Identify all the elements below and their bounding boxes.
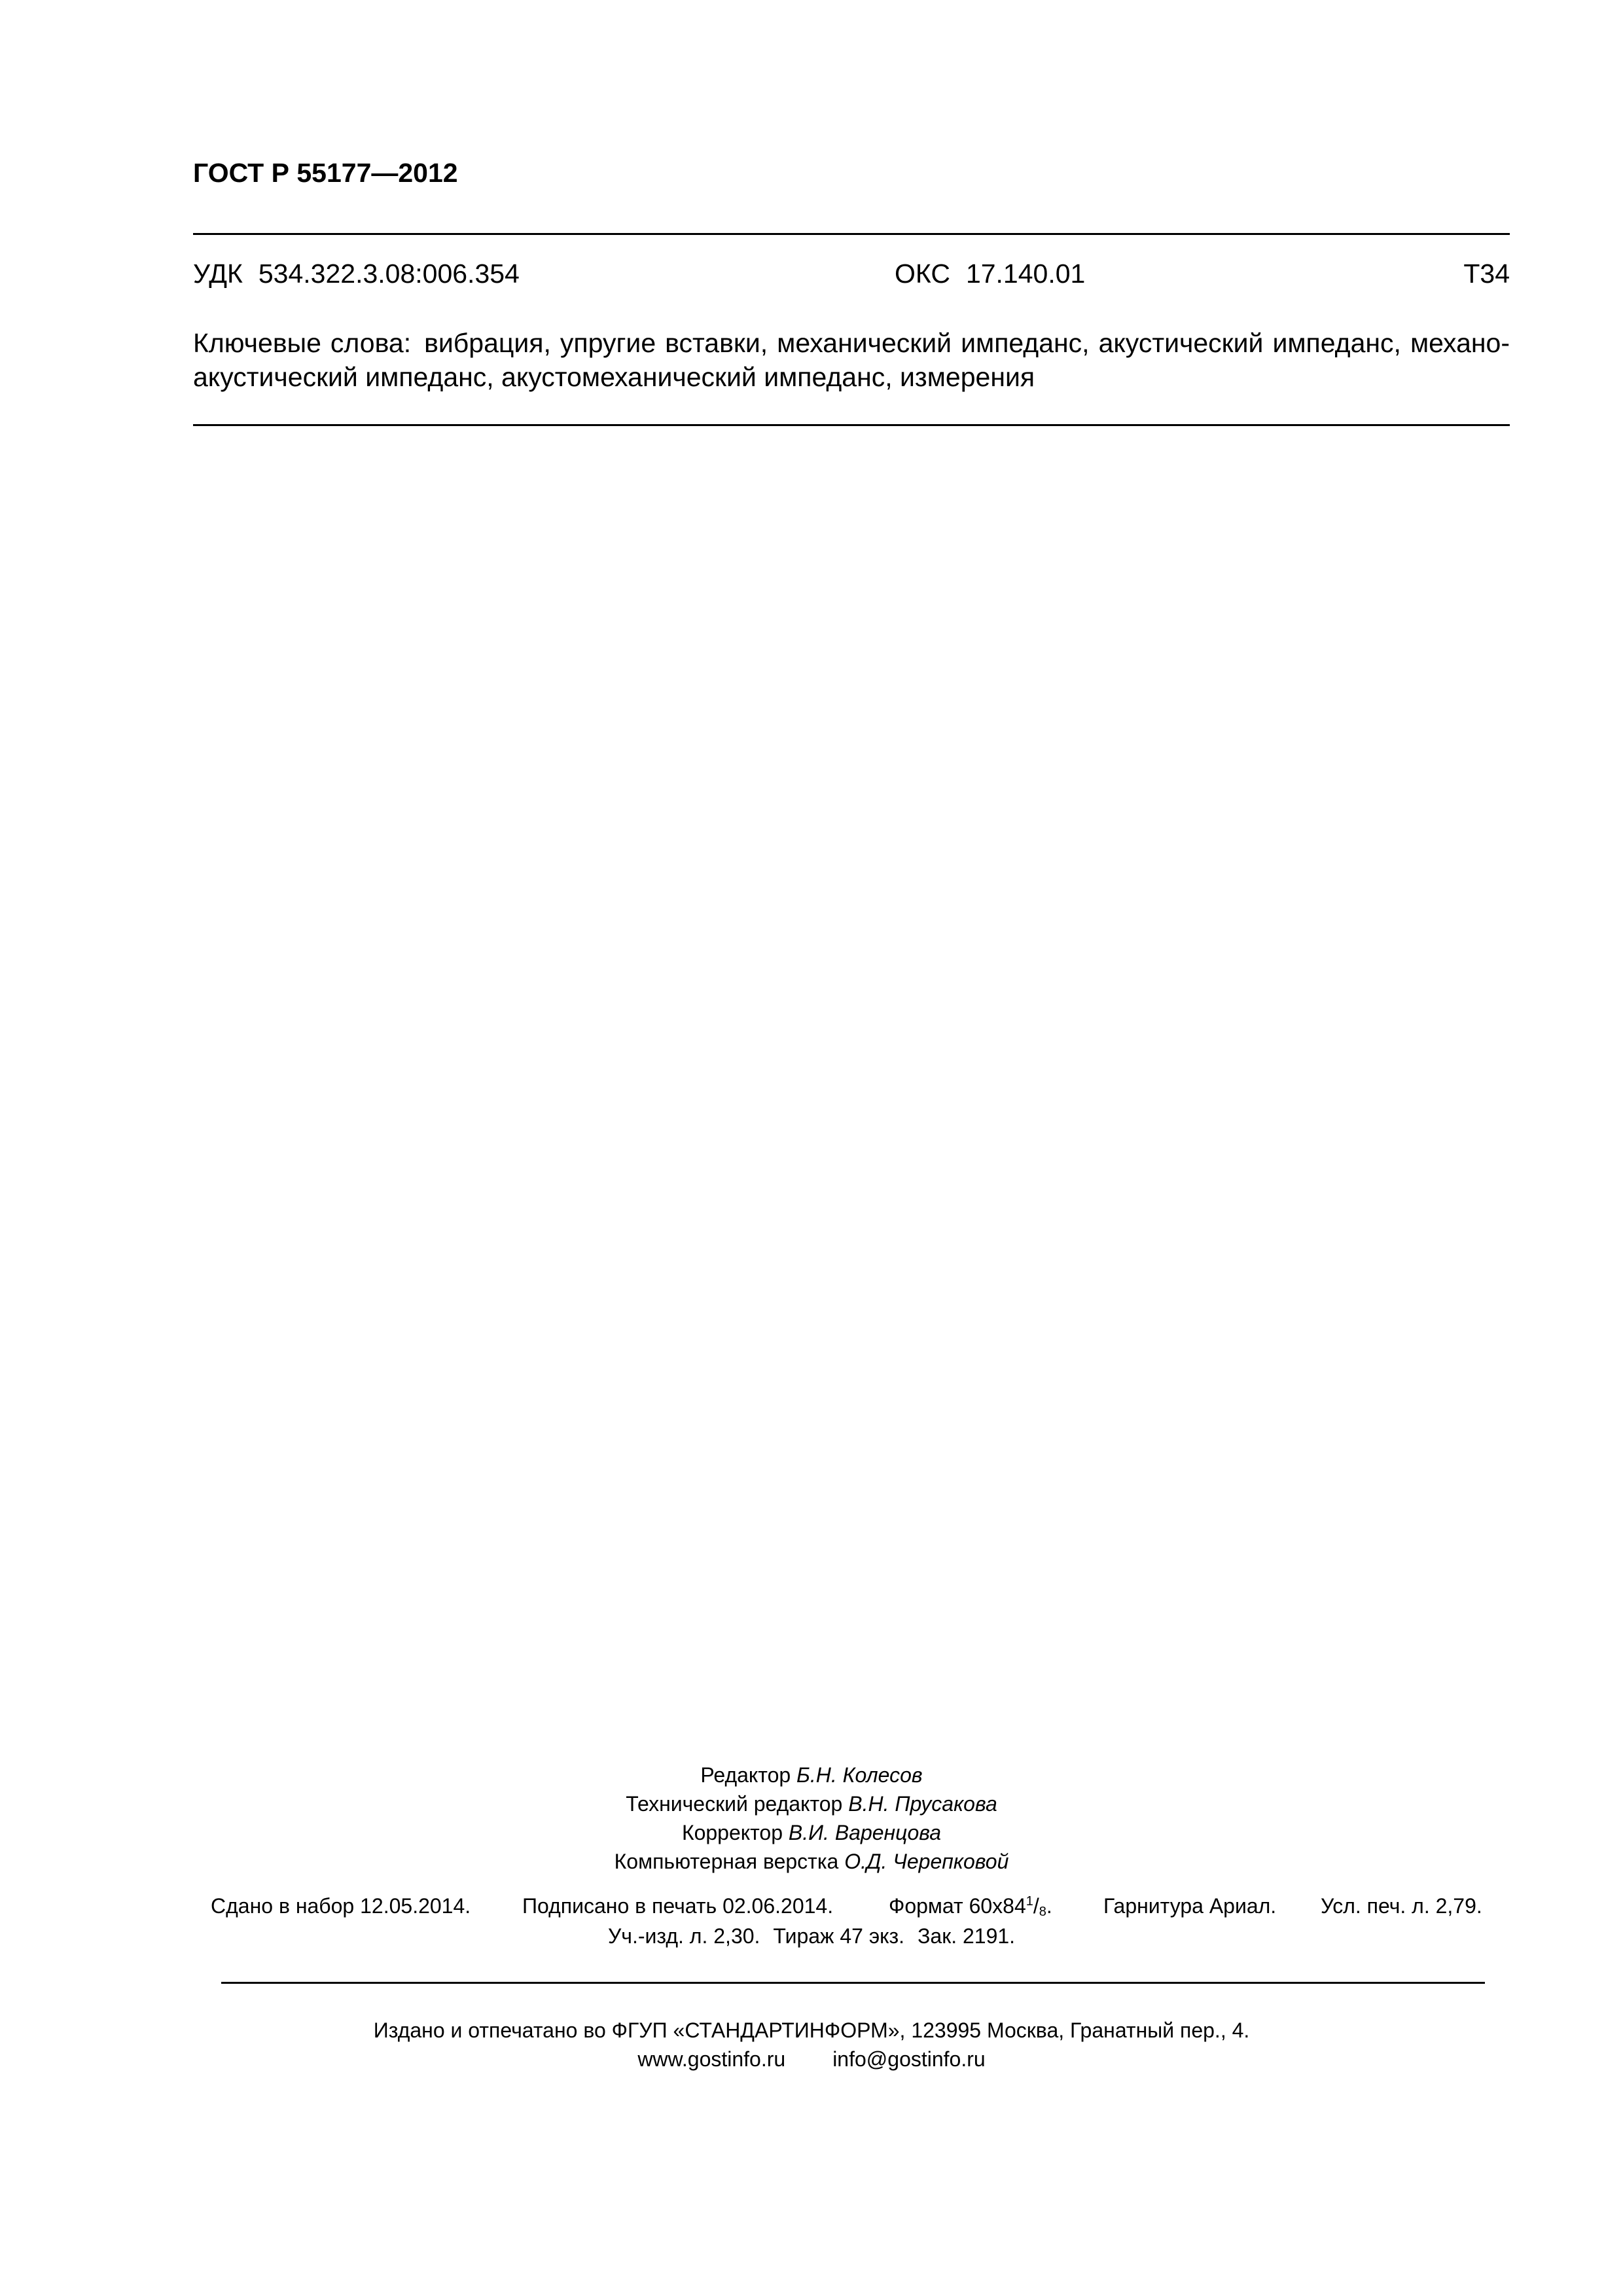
order-number: Зак. 2191. bbox=[918, 1924, 1016, 1948]
credit-role: Компьютерная верстка bbox=[614, 1850, 839, 1873]
udk-code bbox=[193, 260, 520, 287]
format-suffix: . bbox=[1046, 1894, 1052, 1918]
submitted-date: Сдано в набор 12.05.2014. bbox=[211, 1894, 471, 1918]
t-code: Т34 bbox=[1463, 259, 1510, 289]
publisher-block bbox=[0, 2016, 1623, 2073]
paper-format: Формат $60х84^1/_8$. bbox=[889, 1894, 1052, 1919]
credit-person: О.Д. Черепковой bbox=[844, 1850, 1009, 1873]
keywords-divider bbox=[193, 424, 1510, 426]
credit-role: Редактор bbox=[700, 1763, 791, 1787]
print-sheets: Усл. печ. л. 2,79. bbox=[1321, 1894, 1482, 1918]
publisher-address: Издано и отпечатано во ФГУП «СТАНДАРТИНФОРМ», 123995 Москва, Гранатный пер., 4. bbox=[373, 2018, 1250, 2042]
credit-person: Б.Н. Колесов bbox=[796, 1763, 923, 1787]
format-prefix: Формат 60х84 bbox=[889, 1894, 1026, 1918]
print-details bbox=[0, 1926, 1623, 1946]
credits-block bbox=[0, 1761, 1623, 1876]
top-divider bbox=[193, 233, 1510, 235]
credit-editor bbox=[0, 1761, 1623, 1789]
credit-person: В.И. Варенцова bbox=[788, 1821, 942, 1844]
signed-date: Подписано в печать 02.06.2014. bbox=[522, 1894, 834, 1918]
website-link[interactable]: www.gostinfo.ru bbox=[637, 2047, 786, 2071]
keywords-text: вибрация, упругие вставки, механический импеданс, акустический импеданс, механо-акустический импеданс, акустомеханический импеданс, измерения bbox=[193, 328, 1510, 392]
email-link[interactable]: info@gostinfo.ru bbox=[832, 2047, 986, 2071]
credit-proofreader bbox=[0, 1818, 1623, 1847]
keywords-label: Ключевые слова: bbox=[193, 328, 412, 358]
format-numerator: 1 bbox=[1026, 1894, 1033, 1909]
oks-label: ОКС bbox=[895, 259, 950, 289]
credit-person: В.Н. Прусакова bbox=[848, 1792, 997, 1816]
publisher-sheets: Уч.-изд. л. 2,30. bbox=[607, 1924, 760, 1948]
udk-value: 534.322.3.08:006.354 bbox=[258, 259, 520, 289]
document-number: ГОСТ Р 55177—2012 bbox=[193, 158, 458, 188]
typeface: Гарнитура Ариал. bbox=[1103, 1894, 1277, 1918]
credit-role: Технический редактор bbox=[626, 1792, 843, 1816]
circulation: Тираж 47 экз. bbox=[773, 1924, 905, 1948]
udk-label: УДК bbox=[193, 259, 243, 289]
publisher-contacts bbox=[0, 2045, 1623, 2073]
credit-layout bbox=[0, 1847, 1623, 1876]
credit-role: Корректор bbox=[681, 1821, 783, 1844]
publisher-divider bbox=[221, 1982, 1485, 1984]
keywords-block bbox=[193, 326, 1510, 394]
format-denominator: 8 bbox=[1039, 1905, 1046, 1919]
oks-code bbox=[895, 260, 1085, 287]
credit-tech-editor bbox=[0, 1789, 1623, 1818]
oks-value: 17.140.01 bbox=[965, 259, 1086, 289]
